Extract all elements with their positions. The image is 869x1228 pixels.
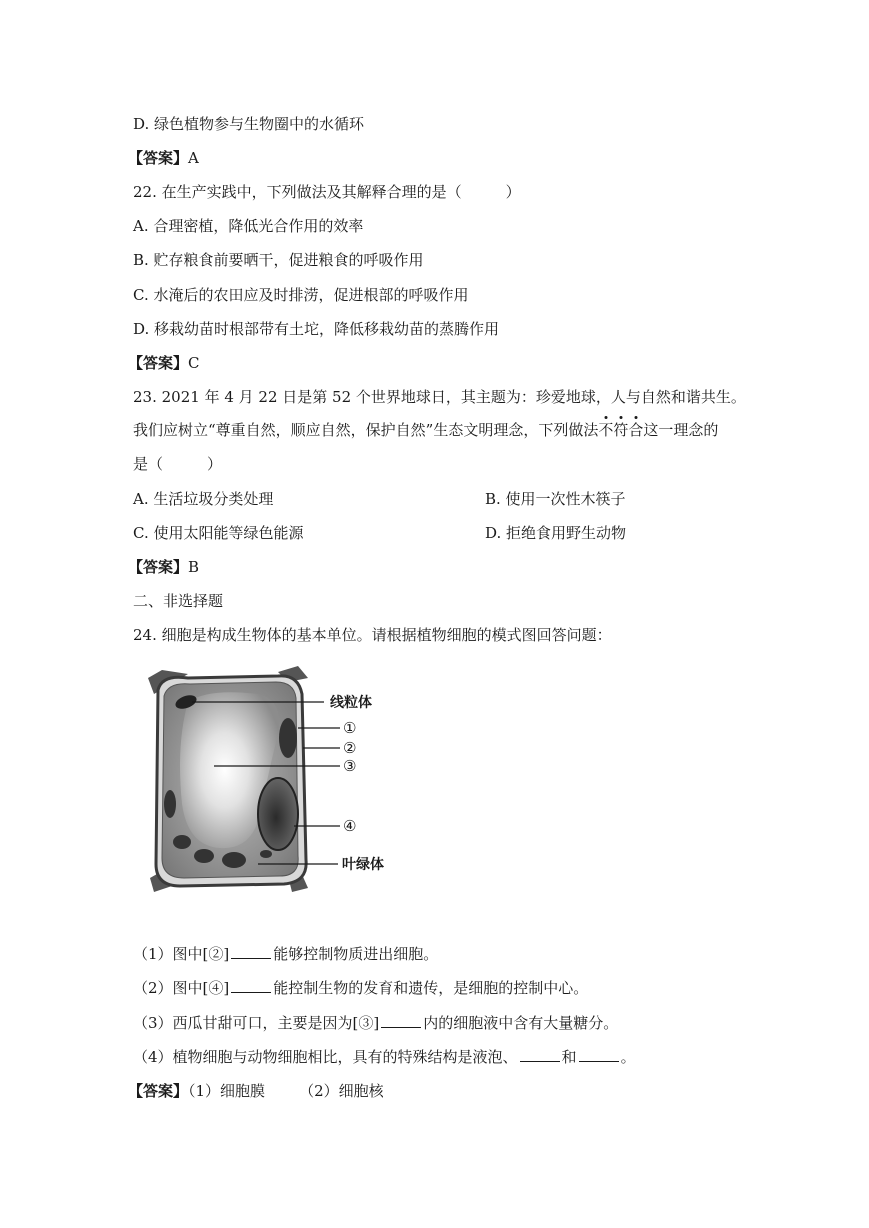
answer-label: 【答案】 — [128, 354, 189, 372]
q24-sub1-start: （1）图中[②] — [133, 945, 230, 963]
q23-option-a: A. 生活垃圾分类处理 — [133, 490, 274, 508]
q22-stem-end: ） — [505, 183, 521, 201]
answer-value: A — [188, 149, 199, 167]
section-title: 二、非选择题 — [133, 592, 224, 610]
q22-stem-start: 22. 在生产实践中，下列做法及其解释合理的是（ — [133, 183, 462, 201]
chloroplast — [194, 849, 214, 863]
q23-stem-line2-end: 这一理念的 — [643, 421, 719, 439]
chloroplast — [222, 852, 246, 868]
emphasis-char: 符 — [613, 421, 629, 439]
q24-stem: 24. 细胞是构成生物体的基本单位。请根据植物细胞的模式图回答问题： — [133, 626, 612, 644]
q24-sub3-end: 内的细胞液中含有大量糖分。 — [423, 1014, 619, 1032]
label-3: ③ — [343, 757, 357, 775]
q23-stem-line1: 23. 2021 年 4 月 22 日是第 52 个世界地球日，其主题为：珍爱地球，人与自然和谐共生。 — [133, 388, 746, 406]
q24-sub1 — [133, 944, 438, 964]
q23-option-c: C. 使用太阳能等绿色能源 — [133, 524, 304, 542]
q23-stem-line3-start: 是（ — [133, 455, 164, 473]
label-chloroplast: 叶绿体 — [342, 857, 384, 873]
q24-sub3-start: （3）西瓜甘甜可口，主要是因为[③] — [133, 1014, 380, 1032]
label-2: ② — [343, 739, 357, 757]
q23-answer — [128, 557, 199, 577]
q23-option-b: B. 使用一次性木筷子 — [485, 490, 626, 508]
chloroplast — [279, 718, 297, 758]
q21-option-d: D. 绿色植物参与生物圈中的水循环 — [133, 115, 365, 133]
nucleus — [258, 778, 298, 850]
q23-option-d: D. 拒绝食用野生动物 — [485, 524, 627, 542]
q24-sub1-end: 能够控制物质进出细胞。 — [273, 945, 439, 963]
q23-stem-line3 — [133, 454, 222, 474]
fill-blank — [231, 944, 271, 959]
q23-stem-line2 — [133, 420, 718, 440]
emphasis-char: 合 — [628, 421, 644, 439]
answer-label: 【答案】 — [128, 558, 189, 576]
q24-sub2-start: （2）图中[④] — [133, 979, 230, 997]
q24-sub4-start: （4）植物细胞与动物细胞相比，具有的特殊结构是液泡、 — [133, 1048, 518, 1066]
q24-sub2 — [133, 978, 588, 998]
answer-part1: （1）细胞膜 — [188, 1082, 266, 1100]
chloroplast — [164, 790, 176, 818]
answer-part2: （2）细胞核 — [299, 1082, 384, 1100]
emphasis-char: 不 — [598, 421, 614, 439]
q23-stem-line2-start: 我们应树立“尊重自然，顺应自然，保护自然”生态文明理念，下列做法 — [133, 421, 599, 439]
answer-label: 【答案】 — [128, 1082, 189, 1100]
fill-blank — [579, 1047, 619, 1062]
chloroplast — [173, 835, 191, 849]
q24-sub2-end: 能控制生物的发育和遗传，是细胞的控制中心。 — [273, 979, 589, 997]
answer-value: C — [188, 354, 200, 372]
q22-answer — [128, 353, 200, 373]
q22-option-c: C. 水淹后的农田应及时排涝，促进根部的呼吸作用 — [133, 286, 469, 304]
q24-answer — [128, 1081, 384, 1101]
label-4: ④ — [343, 817, 357, 835]
chloroplast — [260, 850, 272, 858]
plant-cell-diagram — [148, 664, 400, 896]
q24-sub4-end: 。 — [620, 1048, 636, 1066]
label-1: ① — [343, 719, 357, 737]
q22-stem — [133, 182, 521, 202]
q24-sub4-mid: 和 — [561, 1048, 577, 1066]
fill-blank — [520, 1047, 560, 1062]
q22-option-d: D. 移栽幼苗时根部带有土坨，降低移栽幼苗的蒸腾作用 — [133, 320, 500, 338]
q24-sub3 — [133, 1013, 618, 1033]
label-mitochondria: 线粒体 — [330, 695, 372, 711]
q22-option-b: B. 贮存粮食前要晒干，促进粮食的呼吸作用 — [133, 251, 424, 269]
answer-value: B — [188, 558, 200, 576]
q22-option-a: A. 合理密植，降低光合作用的效率 — [133, 217, 364, 235]
fill-blank — [231, 978, 271, 993]
q23-stem-line3-end: ） — [207, 455, 223, 473]
fill-blank — [381, 1013, 421, 1028]
q24-sub4 — [133, 1047, 636, 1067]
answer-label: 【答案】 — [128, 149, 189, 167]
q21-answer — [128, 148, 199, 168]
